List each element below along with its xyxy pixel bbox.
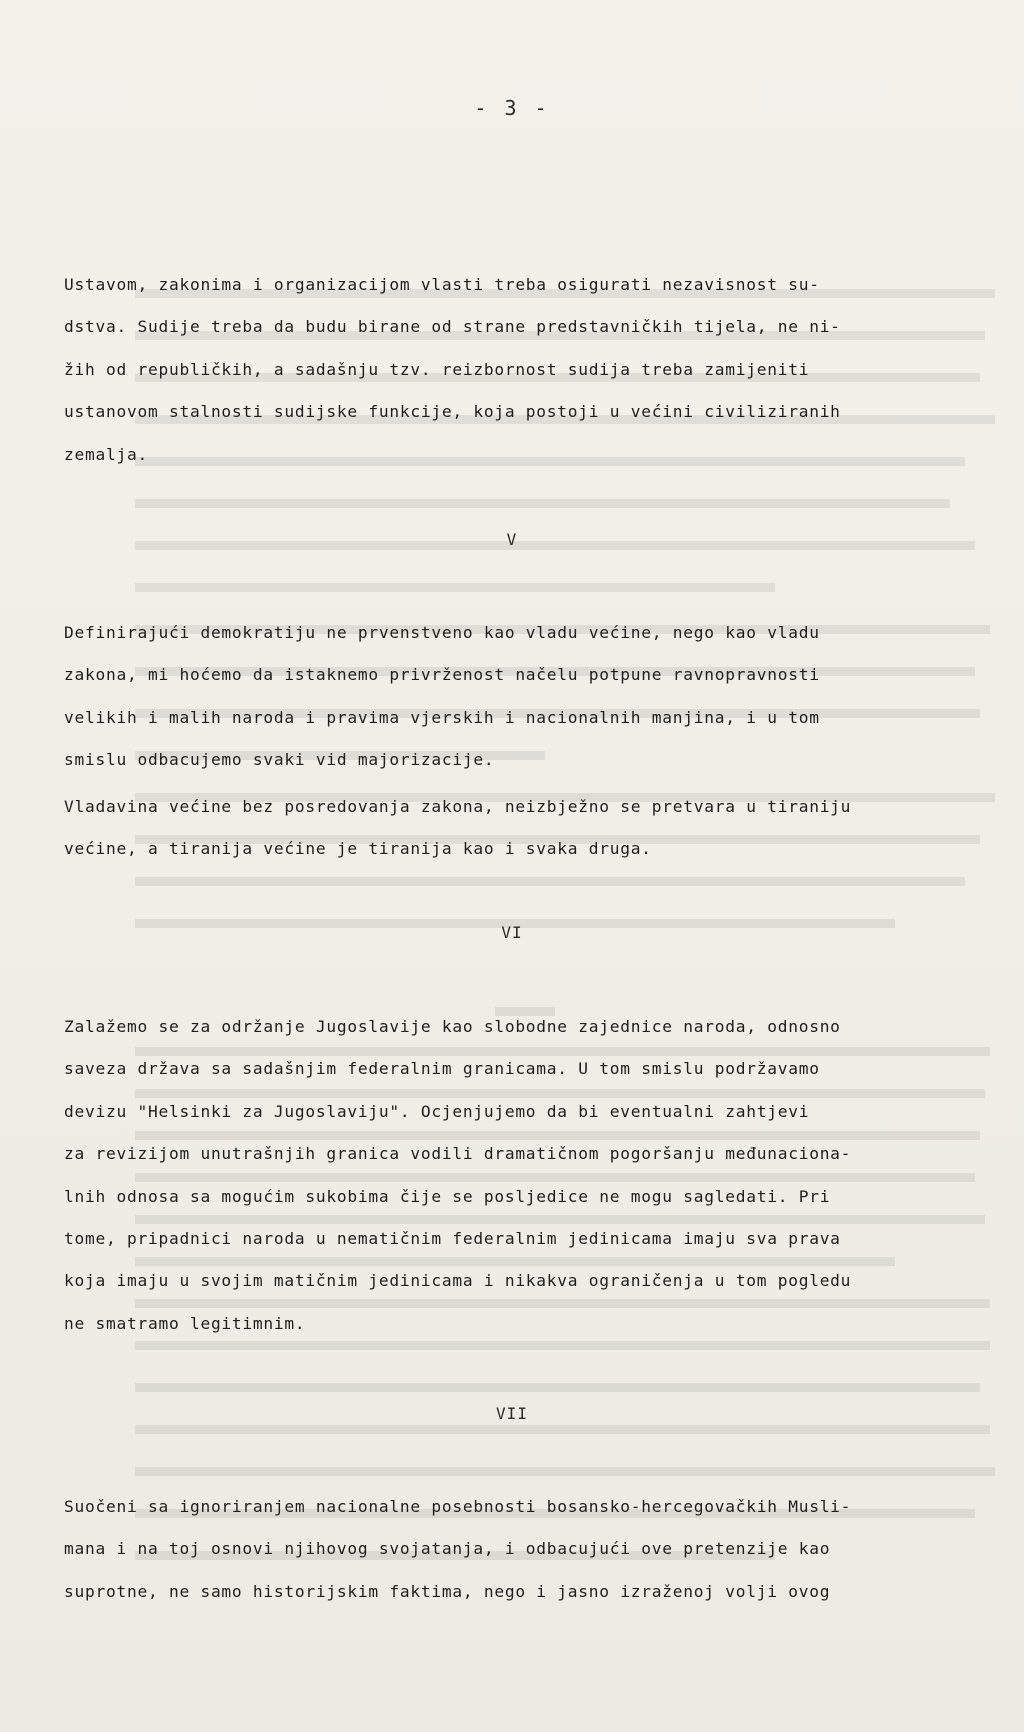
text-line: saveza država sa sadašnjim federalnim granicama. U tom smislu podržavamo <box>64 1059 820 1079</box>
text-line: tome, pripadnici naroda u nematičnim federalnim jedinicama imaju sva prava <box>64 1229 841 1249</box>
text-line: smislu odbacujemo svaki vid majorizacije. <box>64 750 495 770</box>
section-heading-vii: VII <box>496 1404 528 1423</box>
text-line: za revizijom unutrašnjih granica vodili dramatičnom pogoršanju međunaciona- <box>64 1144 852 1164</box>
text-line: Vladavina većine bez posredovanja zakona, neizbježno se pretvara u tiraniju <box>64 797 852 816</box>
text-line: žih od republičkih, a sadašnju tzv. reizbornost sudija treba zamijeniti <box>64 359 810 379</box>
section-heading-v: V <box>506 530 518 549</box>
text-line: Suočeni sa ignoriranjem nacionalne posebnosti bosansko-hercegovačkih Musli- <box>64 1497 852 1516</box>
text-line: Zalažemo se za održanje Jugoslavije kao slobodne zajednice naroda, odnosno <box>64 1017 841 1036</box>
text-line: zemalja. <box>64 444 148 464</box>
text-line: lnih odnosa sa mogućim sukobima čije se posljedice ne mogu sagledati. Pri <box>64 1186 831 1206</box>
paragraph-muslims <box>64 1486 974 1613</box>
text-line: većine, a tiranija većine je tiranija kao i svaka druga. <box>64 839 652 859</box>
text-line: ne smatramo legitimnim. <box>64 1313 306 1333</box>
paragraph-judiciary <box>64 264 974 476</box>
section-heading-vi: VI <box>501 923 523 942</box>
paragraph-majority-rule <box>64 786 974 871</box>
text-line: velikih i malih naroda i pravima vjerskih i nacionalnih manjina, i u tom <box>64 707 820 727</box>
text-line: dstva. Sudije treba da budu birane od strane predstavničkih tijela, ne ni- <box>64 317 841 337</box>
text-line: Ustavom, zakonima i organizacijom vlasti treba osigurati nezavisnost su- <box>64 275 820 294</box>
paragraph-yugoslavia <box>64 1006 974 1345</box>
text-line: zakona, mi hoćemo da istaknemo privrženost načelu potpune ravnopravnosti <box>64 665 820 685</box>
text-line: koja imaju u svojim matičnim jedinicama i nikakva ograničenja u tom pogledu <box>64 1271 852 1291</box>
text-line: Definirajući demokratiju ne prvenstveno kao vladu većine, nego kao vladu <box>64 623 820 642</box>
paragraph-democracy <box>64 612 974 782</box>
page-number: - 3 - <box>474 96 550 120</box>
text-line: mana i na toj osnovi njihovog svojatanja, i odbacujući ove pretenzije kao <box>64 1539 831 1559</box>
text-line: ustanovom stalnosti sudijske funkcije, koja postoji u većini civiliziranih <box>64 402 841 422</box>
text-line: devizu "Helsinki za Jugoslaviju". Ocjenjujemo da bi eventualni zahtjevi <box>64 1101 810 1121</box>
text-line: suprotne, ne samo historijskim faktima, nego i jasno izraženoj volji ovog <box>64 1581 831 1601</box>
